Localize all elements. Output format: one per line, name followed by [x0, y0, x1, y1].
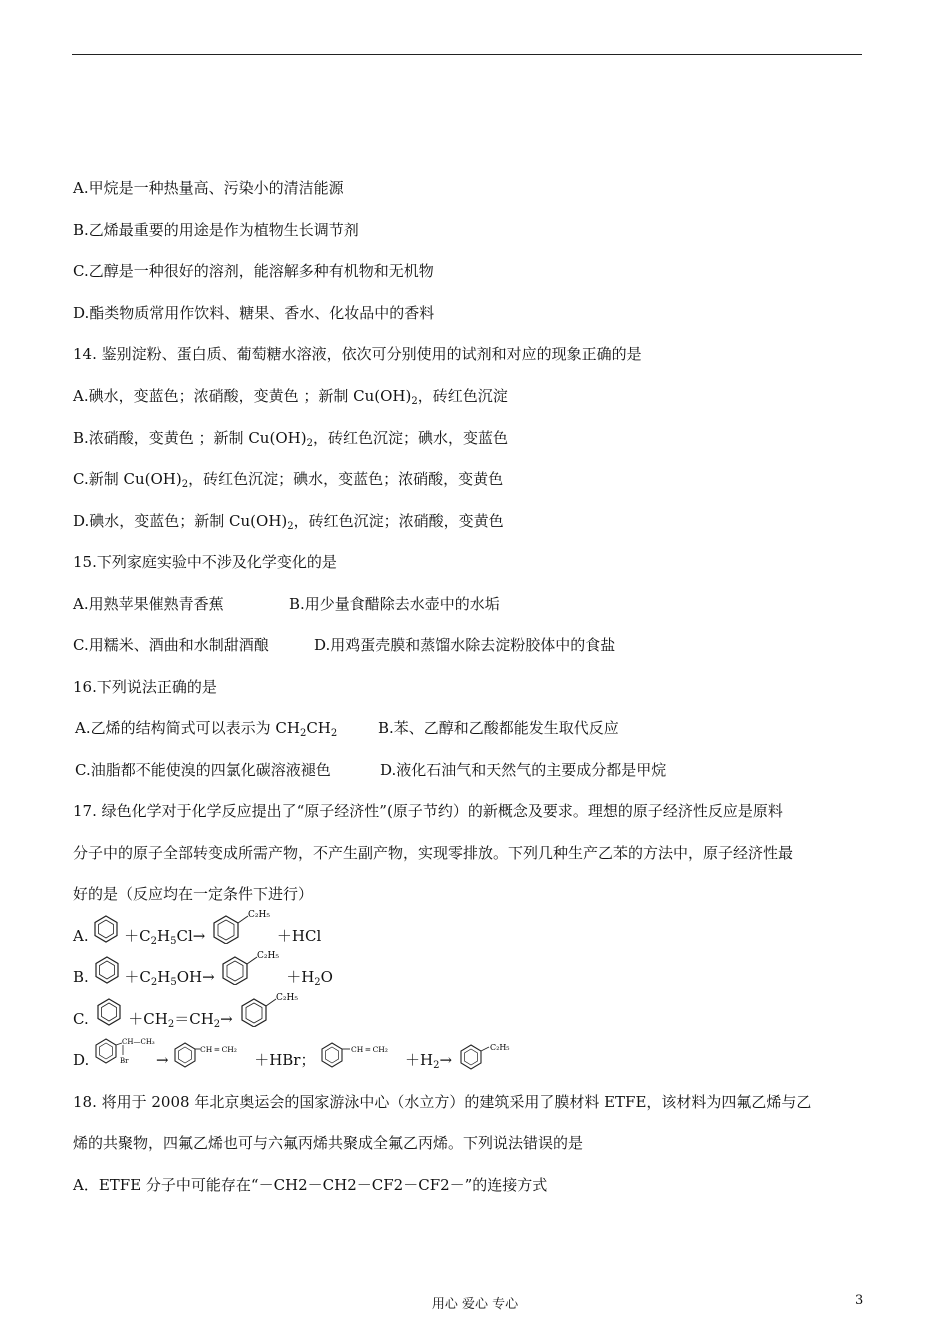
chch3-label: CH—CH₃ [122, 1038, 155, 1046]
product-text: ＋H [286, 968, 315, 986]
subscript: 2 [299, 728, 307, 739]
footer-motto: 用心 爱心 专心 [431, 1297, 519, 1312]
q15-options-ab [73, 594, 500, 614]
br-label: Br [120, 1057, 129, 1065]
reactant-text: Cl→ [176, 927, 206, 945]
subscript: 2 [287, 521, 294, 532]
product-text: ＋HCl [276, 927, 322, 945]
reactant-text: H [157, 968, 171, 986]
q16-a-mid: CH [306, 719, 331, 737]
q14-option-b [73, 428, 508, 454]
option-label: B. [73, 968, 89, 986]
q15-stem: 15.下列家庭实验中不涉及化学变化的是 [73, 553, 337, 571]
q14-a-text2: ，砖红色沉淀 [417, 387, 508, 405]
subscript: 2 [306, 438, 313, 449]
benzene-icon [93, 914, 119, 944]
q13-option-d: D.酯类物质常用作饮料、糖果、香水、化妆品中的香料 [73, 304, 435, 322]
q16-options-cd [75, 760, 666, 780]
q14-option-c [73, 469, 503, 495]
q14-b-text1: B.浓硝酸，变黄色 ；新制 Cu(OH) [73, 429, 307, 447]
q13-option-c: C.乙醇是一种很好的溶剂，能溶解多种有机物和无机物 [73, 262, 434, 280]
q16-option-c: C.油脂都不能使溴的四氯化碳溶液褪色 [75, 761, 331, 779]
q15-option-d: D.用鸡蛋壳膜和蒸馏水除去淀粉胶体中的食盐 [314, 636, 616, 654]
header-rule [72, 54, 862, 55]
q14-option-a [73, 386, 508, 412]
q14-a-text1: A.碘水，变蓝色；浓硝酸，变黄色 ；新制 Cu(OH) [73, 387, 412, 405]
subscript: 5 [170, 977, 177, 988]
subscript: 2 [411, 396, 418, 407]
reactant-text: ＋C [124, 968, 151, 986]
subscript: 2 [167, 1019, 175, 1030]
q16-option-d: D.液化石油气和天然气的主要成分都是甲烷 [380, 761, 667, 779]
q13-option-a: A.甲烷是一种热量高、污染小的清洁能源 [73, 179, 344, 197]
q14-d-text1: D.碘水，变蓝色；新制 Cu(OH) [73, 512, 288, 530]
c2h5-label: C₂H₅ [257, 951, 280, 961]
q15-option-c: C.用糯米、酒曲和水制甜酒酿 [73, 636, 269, 654]
q16-a-text: A.乙烯的结构简式可以表示为 CH [75, 719, 300, 737]
arrow: → [220, 1010, 233, 1028]
reactant-text: ＝CH [174, 1010, 214, 1028]
benzene-icon [94, 955, 120, 985]
q18-option-a: A．ETFE 分子中可能存在“－CH2－CH2－CF2－CF2－”的连接方式 [73, 1176, 548, 1194]
option-label: C. [73, 1010, 89, 1028]
subscript: 5 [170, 936, 177, 947]
ethylbenzene-icon [457, 1041, 519, 1071]
q16-options-ab [75, 718, 619, 744]
q15-option-b: B.用少量食醋除去水壶中的水垢 [289, 595, 500, 613]
vinyl-label: CH ═ CH₂ [200, 1045, 238, 1054]
reactant-text: ＋CH [128, 1010, 168, 1028]
subscript: 2 [330, 728, 338, 739]
subscript: 2 [181, 479, 189, 490]
q14-b-text2: ，砖红色沉淀；碘水，变蓝色 [312, 429, 508, 447]
q17-stem-line1: 17. 绿色化学对于化学反应提出了“原子经济性”(原子节约）的新概念及要求。理想的原子经济性反应是原料 [73, 802, 783, 820]
styrene-icon [320, 1041, 400, 1071]
q18-stem-line2: 烯的共聚物，四氟乙烯也可与六氟丙烯共聚成全氟乙丙烯。下列说法错误的是 [73, 1134, 584, 1152]
q17-option-d [73, 1038, 519, 1076]
product-text: ＋HBr； [254, 1051, 316, 1069]
q17-option-a [73, 910, 322, 952]
reactant-text: H [157, 927, 171, 945]
q16-stem: 16.下列说法正确的是 [73, 678, 217, 696]
arrow: → [439, 1051, 453, 1069]
bromoethylbenzene-icon [94, 1035, 156, 1069]
c2h5-label: C₂H₅ [248, 910, 271, 920]
page-number: 3 [855, 1293, 864, 1308]
q15-option-a: A.用熟苹果催熟青香蕉 [73, 595, 224, 613]
ethylbenzene-icon [238, 991, 300, 1027]
c2h5-label: C₂H₅ [275, 993, 298, 1003]
q14-stem: 14. 鉴别淀粉、蛋白质、葡萄糖水溶液，依次可分别使用的试剂和对应的现象正确的是 [73, 345, 642, 363]
option-label: A. [73, 927, 89, 945]
q18-stem-line1: 18. 将用于 2008 年北京奥运会的国家游泳中心（水立方）的建筑采用了膜材料 ETFE，该材料为四氟乙烯与乙 [73, 1093, 812, 1111]
c2h5-label: C₂H₅ [489, 1043, 510, 1052]
reactant-text: ＋H [405, 1051, 434, 1069]
product-text: O [320, 968, 333, 986]
reactant-text: ＋C [124, 927, 151, 945]
subscript: 2 [314, 977, 321, 988]
q17-stem-line3: 好的是（反应均在一定条件下进行） [73, 885, 314, 903]
ethylbenzene-icon [210, 908, 272, 944]
option-label: D. [73, 1051, 90, 1069]
q14-option-d [73, 511, 504, 537]
q14-d-text2: ，砖红色沉淀；浓硝酸，变黄色 [293, 512, 504, 530]
q15-options-cd [73, 635, 615, 655]
ethylbenzene-icon [219, 949, 281, 985]
benzene-icon [94, 997, 124, 1027]
subscript: 2 [150, 977, 158, 988]
subscript: 2 [150, 936, 158, 947]
q17-option-b [73, 951, 333, 993]
q17-option-c [73, 993, 300, 1035]
arrow: → [156, 1051, 169, 1069]
q16-option-b: B.苯、乙醇和乙酸都能发生取代反应 [378, 719, 619, 737]
q16-option-a [75, 718, 378, 744]
q13-option-b: B.乙烯最重要的用途是作为植物生长调节剂 [73, 221, 359, 239]
q14-c-text1: C.新制 Cu(OH) [73, 470, 182, 488]
subscript: 2 [213, 1019, 221, 1030]
styrene-icon [173, 1041, 249, 1071]
subscript: 2 [433, 1060, 440, 1071]
q14-c-text2: ，砖红色沉淀；碘水，变蓝色；浓硝酸，变黄色 [188, 470, 504, 488]
reactant-text: OH→ [176, 968, 215, 986]
vinyl-label: CH ═ CH₂ [351, 1045, 389, 1054]
q17-stem-line2: 分子中的原子全部转变成所需产物，不产生副产物，实现零排放。下列几种生产乙苯的方法中，原子经济性最 [73, 844, 794, 862]
